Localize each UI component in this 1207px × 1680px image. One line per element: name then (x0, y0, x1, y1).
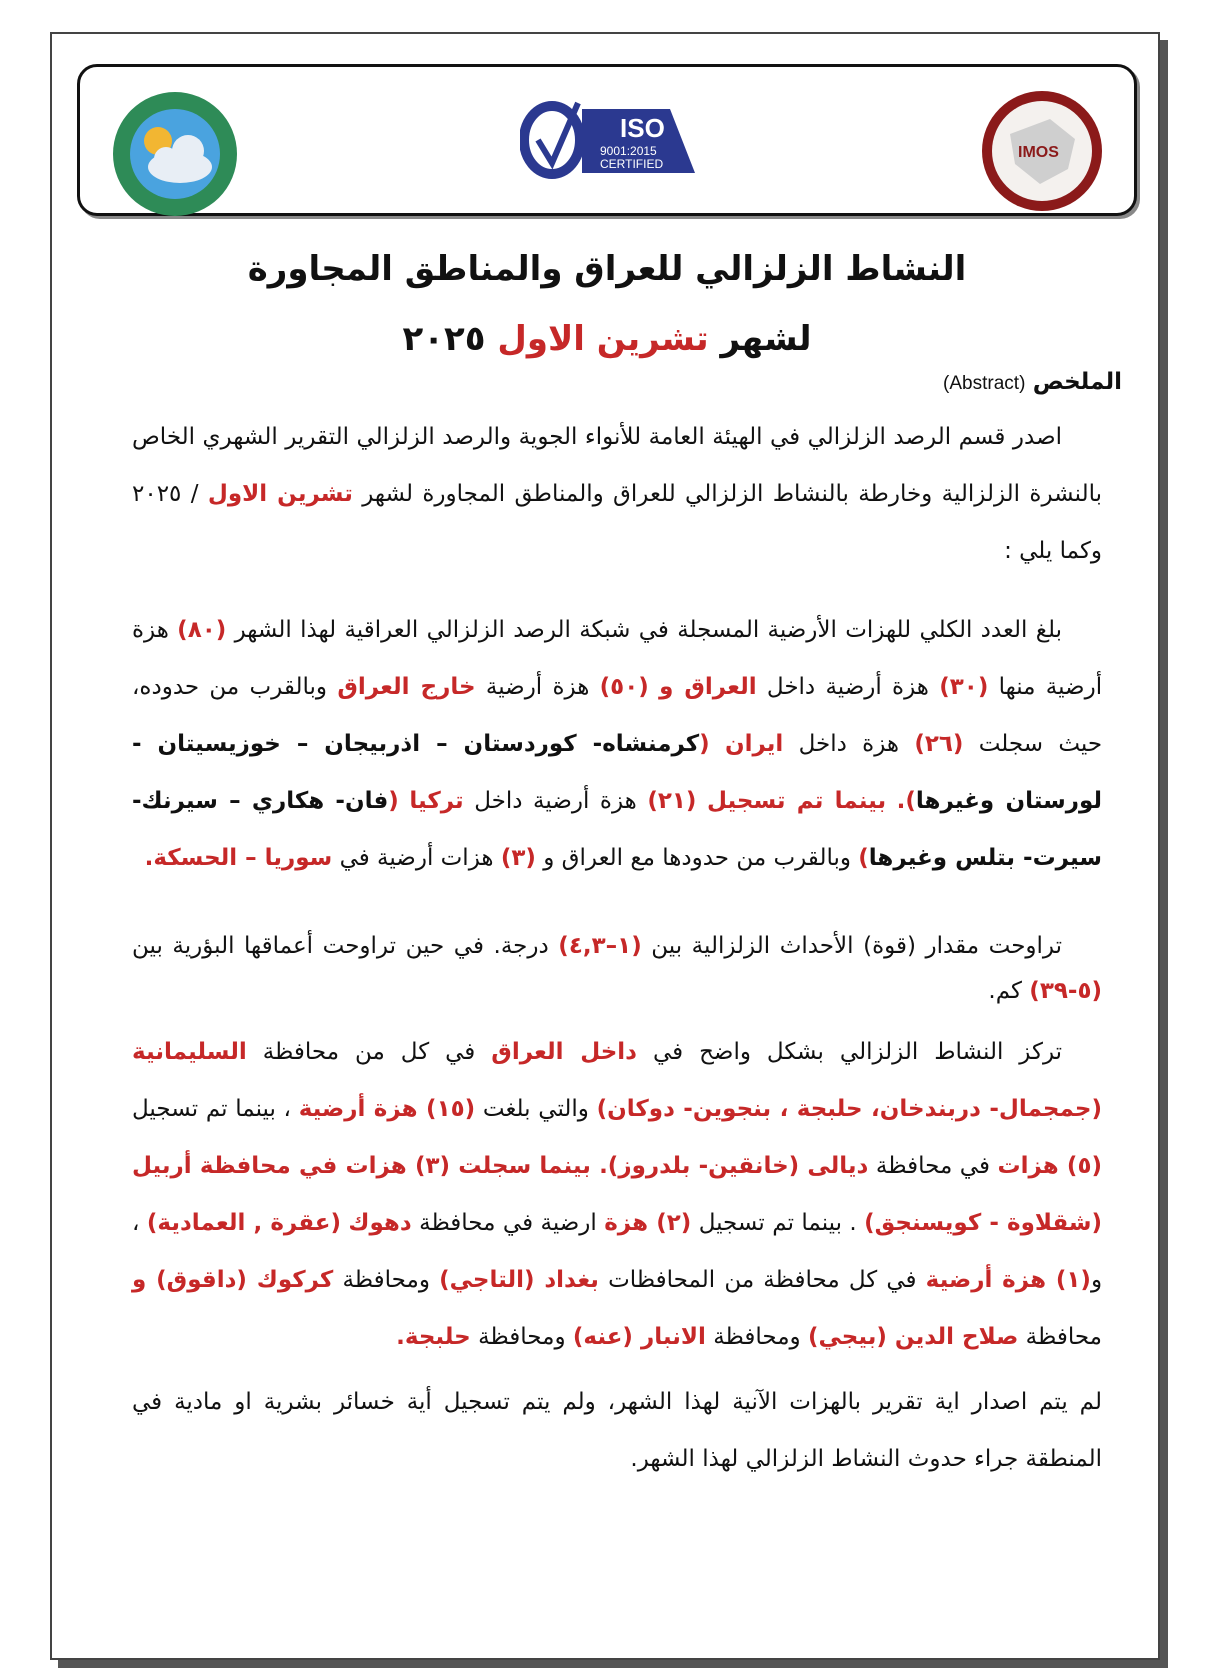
text: ارضية في محافظة (419, 1210, 597, 1236)
text: والتي بلغت (482, 1096, 589, 1122)
paren: ( (388, 788, 399, 814)
text: تراوحت مقدار (قوة) الأحداث الزلزالية بين (651, 933, 1062, 959)
text: ومحافظة (342, 1267, 430, 1293)
iso-certified-logo (520, 95, 700, 190)
location-iran: ايران (724, 731, 784, 757)
text: هزات أرضية في (339, 845, 494, 871)
count-turkey: (٢١) (647, 788, 697, 814)
text: هزة أرضية داخل (766, 674, 929, 700)
text: وبالقرب من حدودها مع العراق و (543, 845, 851, 871)
paragraph-magnitude-depth (132, 924, 1102, 1014)
paren: ( (699, 731, 710, 757)
magnitude-range: (١–٤,٣) (558, 933, 642, 959)
duhok-regions: (عقرة , العمادية) (146, 1210, 341, 1236)
subtitle-prefix: لشهر (720, 319, 812, 359)
text: في محافظة (875, 1153, 990, 1179)
text: هزة أرضية (485, 674, 590, 700)
count-iran: (٢٦) (914, 731, 964, 757)
location-inside-iraq: داخل العراق (491, 1039, 637, 1065)
count-one-each: (١) هزة أرضية (925, 1267, 1091, 1293)
text: كم. (988, 978, 1022, 1004)
count-inside-iraq: (٣٠) (939, 674, 989, 700)
location-turkey: تركيا (409, 788, 464, 814)
paragraph-distribution (132, 1024, 1102, 1366)
text: بلغ العدد الكلي للهزات الأرضية المسجلة في شبكة الرصد الزلزالي العراقية لهذا الشهر (234, 617, 1062, 643)
letterhead (77, 64, 1137, 216)
province-diyala-erbil: ديالى (خانقين- بلدروز). بينما سجلت (٣) هزات في محافظة أربيل (شقلاوة - كويسنجق) (132, 1153, 1103, 1236)
text: درجة. في حين تراوحت أعماقها البؤرية بين (132, 933, 549, 959)
text: وبالقرب من حدوده، حيث سجلت (132, 674, 1103, 757)
province-baghdad: بغداد (التاجي) (439, 1267, 599, 1293)
abstract-heading (752, 369, 1122, 395)
paragraph-intro (132, 409, 1102, 580)
count-duhok: (٢) هزة (604, 1210, 692, 1236)
text: تركز النشاط الزلزالي بشكل واضح في (652, 1039, 1063, 1065)
intro-year: / ٢٠٢٥ وكما يلي : (132, 481, 1102, 564)
depth-range: (٥-٣٩) (1029, 978, 1102, 1004)
intro-text: اصدر قسم الرصد الزلزالي في الهيئة العامة للأنواء الجوية والرصد الزلزالي التقرير الشهري الخاص بالنشرة الزلزالية وخارطة بالنشاط الزلزالي للعراق والمناطق المجاورة لشهر (132, 424, 1103, 507)
imos-logo (980, 89, 1105, 219)
text: ، و (132, 1210, 1103, 1293)
text: ، بينما تم تسجيل (132, 1096, 291, 1122)
subtitle-year: ٢٠٢٥ (402, 319, 486, 359)
imos-logo-text: IMOS (1018, 144, 1059, 161)
intro-month: تشرين الاول (207, 481, 353, 507)
report-subtitle (52, 319, 1162, 359)
sulaymaniyah-regions: (جمجمال- دربندخان، حلبجة ، بنجوين- دوكان) (596, 1096, 1103, 1122)
report-title: النشاط الزلزالي للعراق والمناطق المجاورة (247, 249, 967, 289)
document-page (50, 32, 1160, 1660)
count-syria: (٣) (500, 845, 536, 871)
text: هزة أرضية منها (132, 617, 1103, 700)
text: ومحافظة (478, 1324, 566, 1350)
text-while-recorded: بينما تم تسجيل (706, 788, 887, 814)
iso-logo-certified: CERTIFIED (600, 157, 664, 171)
count-diyala: (٥) هزات (997, 1153, 1102, 1179)
abstract-label-en: (Abstract) (943, 373, 1026, 394)
paragraph-totals (132, 602, 1102, 887)
location-iraq: العراق و (659, 674, 757, 700)
turkey-regions: فان- هكاري – سيرنك-سيرت- بتلس وغيرها (132, 788, 1102, 871)
iso-logo-standard: 9001:2015 (600, 144, 657, 158)
subtitle-month: تشرين الاول (497, 319, 709, 359)
province-anbar: الانبار (عنه) (572, 1324, 706, 1350)
location-syria: سوريا – الحسكة. (144, 845, 333, 871)
text: هزة داخل (798, 731, 900, 757)
text: ومحافظة (713, 1324, 801, 1350)
abstract-label-ar: الملخص (1032, 369, 1122, 395)
iso-logo-text: ISO (620, 113, 665, 143)
province-sulaymaniyah: السليمانية (132, 1039, 247, 1065)
text: . بينما تم تسجيل (698, 1210, 857, 1236)
text: في كل من محافظة (262, 1039, 476, 1065)
province-halabja: حلبجة. (396, 1324, 471, 1350)
province-duhok: دهوك (348, 1210, 412, 1236)
location-outside-iraq: خارج العراق (337, 674, 476, 700)
paragraph-no-damage: لم يتم اصدار اية تقرير بالهزات الآنية لهذا الشهر، ولم يتم تسجيل أية خسائر بشرية او مادية في المنطقة جراء حدوث النشاط الزلزالي لهذا الشهر. (132, 1389, 1102, 1472)
paren: ) (858, 845, 869, 871)
count-sulaymaniyah: (١٥) هزة أرضية (298, 1096, 476, 1122)
province-salahaddin: صلاح الدين (بيجي) (807, 1324, 1019, 1350)
count-outside-iraq: (٥٠) (599, 674, 649, 700)
text: في كل محافظة من المحافظات (608, 1267, 917, 1293)
iran-regions: كرمنشاه- كوردستان – اذربيجان – خوزيسيتان - لورستان وغيرها (132, 731, 1103, 814)
count-total: (٨٠) (177, 617, 227, 643)
meteorological-organization-logo (110, 89, 240, 224)
paren: ). (896, 788, 916, 814)
text: هزة أرضية داخل (474, 788, 637, 814)
province-kirkuk: كركوك (داقوق) و (132, 1267, 334, 1293)
text: محافظة (1025, 1324, 1102, 1350)
